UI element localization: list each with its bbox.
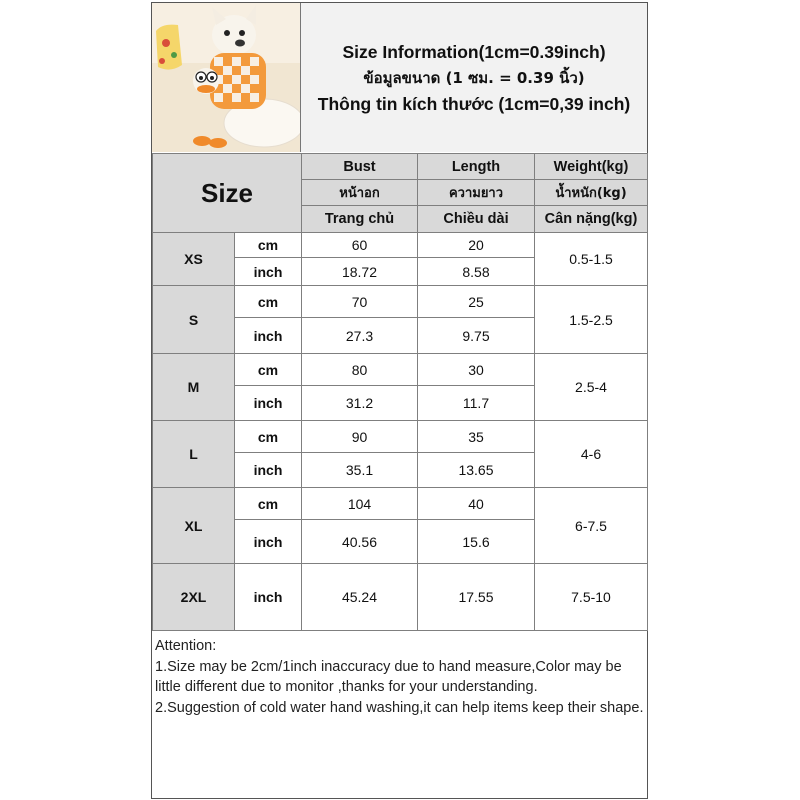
length-value: 17.55 xyxy=(418,564,535,631)
length-value: 20 xyxy=(418,233,535,258)
weight-value: 0.5-1.5 xyxy=(535,233,648,286)
unit-label: cm xyxy=(235,354,302,386)
bust-value: 40.56 xyxy=(302,520,418,564)
size-info-thai: ข้อมูลขนาด (1 ซม. = 0.39 นิ้ว) xyxy=(363,68,585,87)
bust-header-en: Bust xyxy=(302,154,418,180)
attention-notes xyxy=(152,634,647,718)
table-row xyxy=(153,564,648,631)
note-item: 1.Size may be 2cm/1inch inaccuracy due to hand measure,Color may be little different due to monitor ,thanks for your understanding. xyxy=(155,658,622,695)
length-value: 15.6 xyxy=(418,520,535,564)
length-value: 13.65 xyxy=(418,453,535,488)
unit-label: cm xyxy=(235,233,302,258)
bust-value: 31.2 xyxy=(302,386,418,421)
unit-label: inch xyxy=(235,386,302,421)
dog-sweater-illustration xyxy=(152,3,300,152)
weight-header-en: Weight(kg) xyxy=(535,154,648,180)
table-row xyxy=(153,233,648,258)
unit-label: inch xyxy=(235,520,302,564)
length-header-th: ความยาว xyxy=(418,180,535,206)
notes-title: Attention: xyxy=(155,638,217,654)
unit-label: inch xyxy=(235,453,302,488)
weight-header-th: น้ำหนัก(kg) xyxy=(535,180,648,206)
size-info-english: Size Information(1cm=0.39inch) xyxy=(342,41,606,62)
size-column-header: Size xyxy=(153,154,302,233)
unit-label: inch xyxy=(235,318,302,354)
bust-value: 35.1 xyxy=(302,453,418,488)
length-value: 30 xyxy=(418,354,535,386)
bust-header-vi: Trang chủ xyxy=(302,206,418,233)
unit-label: inch xyxy=(235,258,302,286)
bust-value: 90 xyxy=(302,421,418,453)
size-info-vietnamese: Thông tin kích thước (1cm=0,39 inch) xyxy=(317,93,631,114)
bust-value: 80 xyxy=(302,354,418,386)
bust-header-th: หน้าอก xyxy=(302,180,418,206)
table-row xyxy=(153,421,648,453)
size-info-block xyxy=(301,3,647,152)
size-label: S xyxy=(153,286,235,354)
table-row xyxy=(153,354,648,386)
size-table xyxy=(152,153,648,631)
size-chart-sheet xyxy=(151,2,648,799)
length-header-en: Length xyxy=(418,154,535,180)
note-item: 2.Suggestion of cold water hand washing,it can help items keep their shape. xyxy=(155,699,644,716)
weight-value: 7.5-10 xyxy=(535,564,648,631)
product-photo xyxy=(152,3,301,152)
size-label: XS xyxy=(153,233,235,286)
size-label: M xyxy=(153,354,235,421)
length-value: 35 xyxy=(418,421,535,453)
length-value: 40 xyxy=(418,488,535,520)
weight-value: 1.5-2.5 xyxy=(535,286,648,354)
weight-value: 2.5-4 xyxy=(535,354,648,421)
weight-header-vi: Cân nặng(kg) xyxy=(535,206,648,233)
bust-value: 60 xyxy=(302,233,418,258)
length-value: 8.58 xyxy=(418,258,535,286)
bust-value: 45.24 xyxy=(302,564,418,631)
length-value: 25 xyxy=(418,286,535,318)
bust-value: 18.72 xyxy=(302,258,418,286)
bust-value: 27.3 xyxy=(302,318,418,354)
size-label: L xyxy=(153,421,235,488)
length-header-vi: Chiều dài xyxy=(418,206,535,233)
table-header-row xyxy=(153,154,648,180)
weight-value: 4-6 xyxy=(535,421,648,488)
unit-label: cm xyxy=(235,286,302,318)
unit-label: inch xyxy=(235,564,302,631)
table-row xyxy=(153,488,648,520)
size-label: XL xyxy=(153,488,235,564)
size-label: 2XL xyxy=(153,564,235,631)
length-value: 11.7 xyxy=(418,386,535,421)
table-row xyxy=(153,286,648,318)
length-value: 9.75 xyxy=(418,318,535,354)
unit-label: cm xyxy=(235,421,302,453)
chart-header xyxy=(152,3,647,152)
unit-label: cm xyxy=(235,488,302,520)
weight-value: 6-7.5 xyxy=(535,488,648,564)
bust-value: 104 xyxy=(302,488,418,520)
bust-value: 70 xyxy=(302,286,418,318)
